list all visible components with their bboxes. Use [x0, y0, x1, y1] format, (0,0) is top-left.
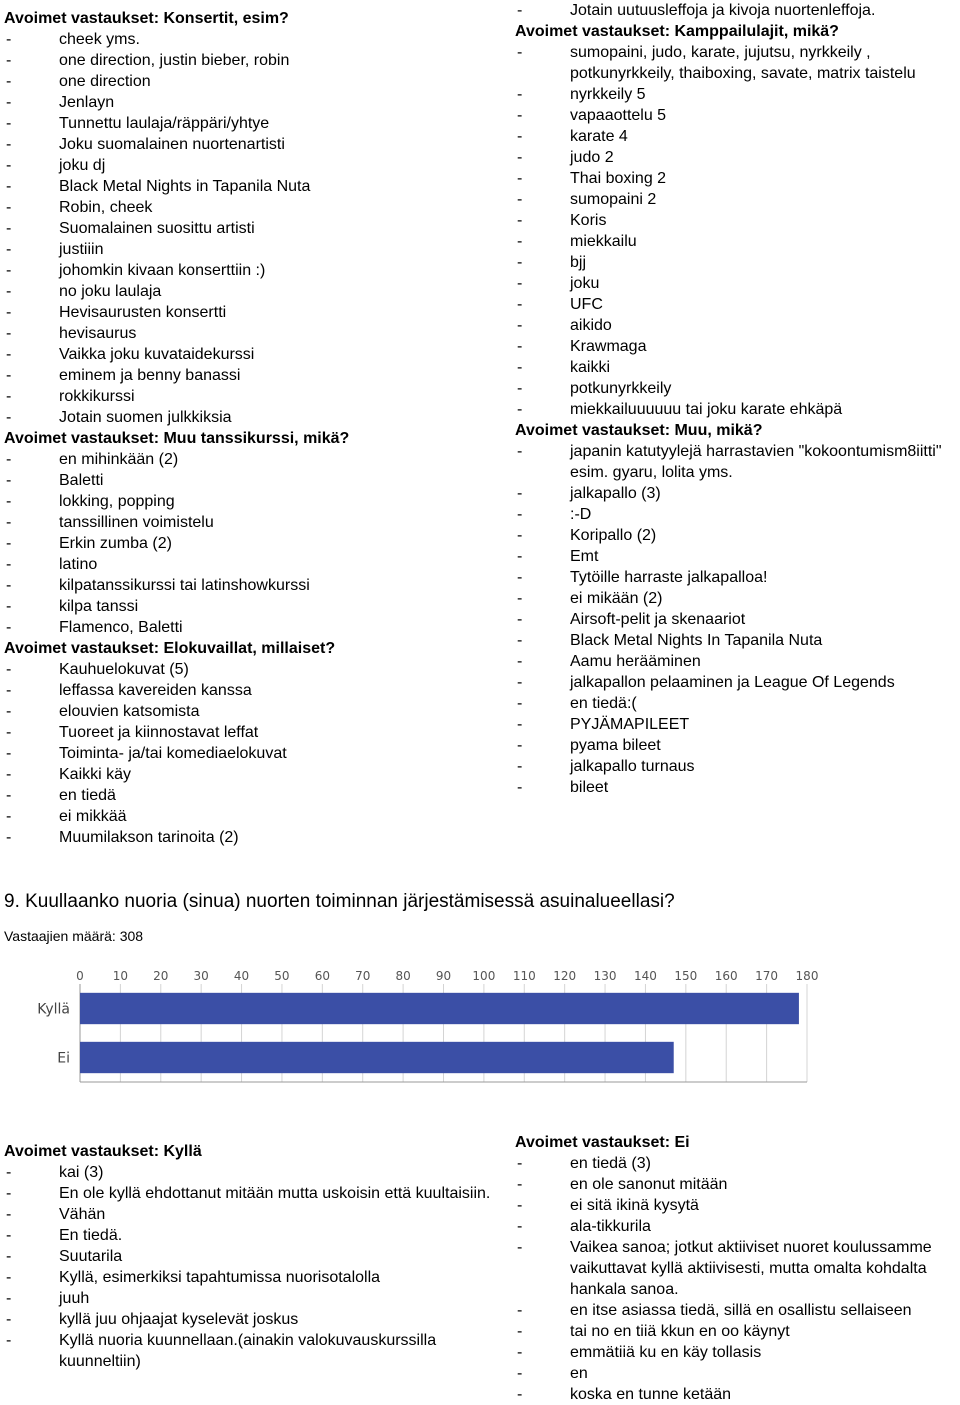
- list-item: - Flamenco, Baletti: [4, 617, 499, 638]
- list-item: - UFC: [515, 294, 955, 315]
- list-item: - eminem ja benny banassi: [4, 365, 499, 386]
- tick-label: 40: [233, 969, 250, 983]
- list-item: - rokkikurssi: [4, 386, 499, 407]
- tick-label: 50: [274, 969, 290, 983]
- left-column: [4, 8, 499, 848]
- list-item: - judo 2: [515, 147, 955, 168]
- tick-label: 10: [112, 969, 129, 983]
- list-item: - kaikki: [515, 357, 955, 378]
- section-heading: Avoimet vastaukset: Muu, mikä?: [515, 422, 763, 439]
- bar-kylla: [80, 993, 799, 1024]
- tick-label: 130: [593, 969, 617, 983]
- list-item: - :-D: [515, 504, 955, 525]
- tick-label: 60: [314, 969, 330, 983]
- list-item: - leffassa kavereiden kanssa: [4, 680, 499, 701]
- bar-ei: [80, 1042, 674, 1073]
- list-item: - Baletti: [4, 470, 499, 491]
- list-item: - miekkailuuuuuu tai joku karate ehkäpä: [515, 399, 955, 420]
- list-item: - jalkapallo turnaus: [515, 756, 955, 777]
- category-label: Kyllä: [37, 1001, 70, 1018]
- answer-list: [4, 1162, 499, 1372]
- list-item: - kilpatanssikurssi tai latinshowkurssi: [4, 575, 499, 596]
- tick-label: 30: [193, 969, 209, 983]
- section-heading: Avoimet vastaukset: Muu tanssikurssi, mikä?: [4, 430, 350, 447]
- bar-chart: [0, 962, 960, 1092]
- list-item: - koska en tunne ketään: [515, 1384, 960, 1405]
- section-elokuvaillat: [4, 638, 499, 848]
- list-item: - joku dj: [4, 155, 499, 176]
- section-ei: [515, 1132, 960, 1405]
- list-item: - Jotain suomen julkkiksia: [4, 407, 499, 428]
- answer-list: [4, 659, 499, 848]
- list-item: - Hevisaurusten konsertti: [4, 302, 499, 323]
- section-tanssikurssi: [4, 428, 499, 638]
- section-heading: Avoimet vastaukset: Kyllä: [4, 1143, 202, 1160]
- tick-label: 90: [435, 969, 452, 983]
- list-item: - Airsoft-pelit ja skenaariot: [515, 609, 955, 630]
- list-item: - Koripallo (2): [515, 525, 955, 546]
- list-item: - En tiedä.: [4, 1225, 499, 1246]
- tick-label: 120: [553, 969, 577, 983]
- tick-label: 160: [714, 969, 738, 983]
- section-heading: Avoimet vastaukset: Kamppailulajit, mikä?: [515, 23, 839, 40]
- section-muu: [515, 420, 955, 798]
- list-item: - tanssillinen voimistelu: [4, 512, 499, 533]
- list-item: - pyama bileet: [515, 735, 955, 756]
- answer-list: [515, 1153, 960, 1405]
- list-item: - miekkailu: [515, 231, 955, 252]
- tick-label: 70: [355, 969, 371, 983]
- list-item: - one direction, justin bieber, robin: [4, 50, 499, 71]
- list-item: - juuh: [4, 1288, 499, 1309]
- list-item: - johomkin kivaan konserttiin :): [4, 260, 499, 281]
- list-item: - Thai boxing 2: [515, 168, 955, 189]
- list-item: - Tytöille harraste jalkapalloa!: [515, 567, 955, 588]
- right-column: [515, 0, 955, 798]
- list-item: - bileet: [515, 777, 955, 798]
- tick-label: 110: [512, 969, 536, 983]
- list-item: - PYJÄMAPILEET: [515, 714, 955, 735]
- list-item: - Robin, cheek: [4, 197, 499, 218]
- category-label: Ei: [57, 1050, 70, 1067]
- list-item: - bjj: [515, 252, 955, 273]
- answer-list: [4, 449, 499, 638]
- list-item: - sumopaini, judo, karate, jujutsu, nyrkkeily , potkunyrkkeily, thaiboxing, savate, matrix taistelu: [515, 42, 955, 84]
- list-item: - elouvien katsomista: [4, 701, 499, 722]
- list-item: - Suomalainen suosittu artisti: [4, 218, 499, 239]
- list-item: - lokking, popping: [4, 491, 499, 512]
- list-item: - Jotain uutuusleffoja ja kivoja nuortenleffoja.: [515, 0, 955, 21]
- tick-label: 0: [76, 969, 84, 983]
- list-item: - Koris: [515, 210, 955, 231]
- list-item: - En ole kyllä ehdottanut mitään mutta uskoisin että kuultaisiin.: [4, 1183, 499, 1204]
- list-item: - Kaikki käy: [4, 764, 499, 785]
- list-item: - Jenlayn: [4, 92, 499, 113]
- section-konsertit: [4, 8, 499, 428]
- list-item: - japanin katutyylejä harrastavien "kokoontumism8iitti" esim. gyaru, lolita yms.: [515, 441, 955, 483]
- list-item: - Vähän: [4, 1204, 499, 1225]
- list-item: - Vaikka joku kuvataidekurssi: [4, 344, 499, 365]
- list-item: - Black Metal Nights in Tapanila Nuta: [4, 176, 499, 197]
- list-item: - Emt: [515, 546, 955, 567]
- list-item: - en tiedä: [4, 785, 499, 806]
- list-item: - potkunyrkkeily: [515, 378, 955, 399]
- list-item: - cheek yms.: [4, 29, 499, 50]
- list-item: - aikido: [515, 315, 955, 336]
- list-item: - karate 4: [515, 126, 955, 147]
- answer-list: [4, 29, 499, 428]
- list-item: - one direction: [4, 71, 499, 92]
- tick-label: 100: [472, 969, 496, 983]
- tick-label: 20: [153, 969, 169, 983]
- list-item: - kyllä juu ohjaajat kyselevät joskus: [4, 1309, 499, 1330]
- section-kamppailulajit: [515, 21, 955, 420]
- list-item: - emmätiiä ku en käy tollasis: [515, 1342, 960, 1363]
- list-item: - no joku laulaja: [4, 281, 499, 302]
- list-item: - nyrkkeily 5: [515, 84, 955, 105]
- list-item: - en tiedä (3): [515, 1153, 960, 1174]
- list-item: - joku: [515, 273, 955, 294]
- list-item: - sumopaini 2: [515, 189, 955, 210]
- list-item: - ei mikkää: [4, 806, 499, 827]
- list-item: - ei sitä ikinä kysytä: [515, 1195, 960, 1216]
- list-item: - en tiedä:(: [515, 693, 955, 714]
- section-heading: Avoimet vastaukset: Ei: [515, 1134, 690, 1151]
- list-item: - Kyllä nuoria kuunnellaan.(ainakin valokuvauskurssilla kuunneltiin): [4, 1330, 499, 1372]
- list-item: - ei mikään (2): [515, 588, 955, 609]
- list-item: - Suutarila: [4, 1246, 499, 1267]
- answer-list: [515, 42, 955, 420]
- list-item: - Muumilakson tarinoita (2): [4, 827, 499, 848]
- tick-label: 140: [633, 969, 657, 983]
- list-item: - latino: [4, 554, 499, 575]
- list-item: - kilpa tanssi: [4, 596, 499, 617]
- list-item: - justiiin: [4, 239, 499, 260]
- list-item: - Aamu herääminen: [515, 651, 955, 672]
- tick-label: 150: [674, 969, 698, 983]
- list-item: - Kauhuelokuvat (5): [4, 659, 499, 680]
- section-kylla: [4, 1141, 499, 1372]
- list-item: - ala-tikkurila: [515, 1216, 960, 1237]
- list-item: - Kyllä, esimerkiksi tapahtumissa nuorisotalolla: [4, 1267, 499, 1288]
- list-item: - en mihinkään (2): [4, 449, 499, 470]
- tick-label: 180: [795, 969, 819, 983]
- list-item: - Krawmaga: [515, 336, 955, 357]
- list-item: - jalkapallon pelaaminen ja League Of Legends: [515, 672, 955, 693]
- respondent-count: Vastaajien määrä: 308: [4, 928, 144, 944]
- list-item: - Black Metal Nights In Tapanila Nuta: [515, 630, 955, 651]
- list-item: - kai (3): [4, 1162, 499, 1183]
- list-item: - tai no en tiiä kkun en oo käynyt: [515, 1321, 960, 1342]
- list-item: - en itse asiassa tiedä, sillä en osallistu sellaiseen: [515, 1300, 960, 1321]
- list-item: - en ole sanonut mitään: [515, 1174, 960, 1195]
- list-item: - Toiminta- ja/tai komediaelokuvat: [4, 743, 499, 764]
- list-item: - jalkapallo (3): [515, 483, 955, 504]
- list-item: - Tuoreet ja kiinnostavat leffat: [4, 722, 499, 743]
- list-item: - Tunnettu laulaja/räppäri/yhtye: [4, 113, 499, 134]
- section-heading: Avoimet vastaukset: Elokuvaillat, millaiset?: [4, 640, 336, 657]
- answer-list: [515, 441, 955, 798]
- list-item: - Erkin zumba (2): [4, 533, 499, 554]
- list-item: - hevisaurus: [4, 323, 499, 344]
- list-item: - vapaaottelu 5: [515, 105, 955, 126]
- list-item: - Joku suomalainen nuortenartisti: [4, 134, 499, 155]
- tick-label: 170: [755, 969, 779, 983]
- question-title: 9. Kuullaanko nuoria (sinua) nuorten toiminnan järjestämisessä asuinalueellasi?: [4, 891, 675, 912]
- list-item: - en: [515, 1363, 960, 1384]
- continued-list: [515, 0, 955, 21]
- section-heading: Avoimet vastaukset: Konsertit, esim?: [4, 10, 289, 27]
- tick-label: 80: [395, 969, 411, 983]
- list-item: - Vaikea sanoa; jotkut aktiiviset nuoret koulussamme vaikuttavat kyllä aktiivisesti, mutta omalta kohdalta hankala sanoa.: [515, 1237, 960, 1300]
